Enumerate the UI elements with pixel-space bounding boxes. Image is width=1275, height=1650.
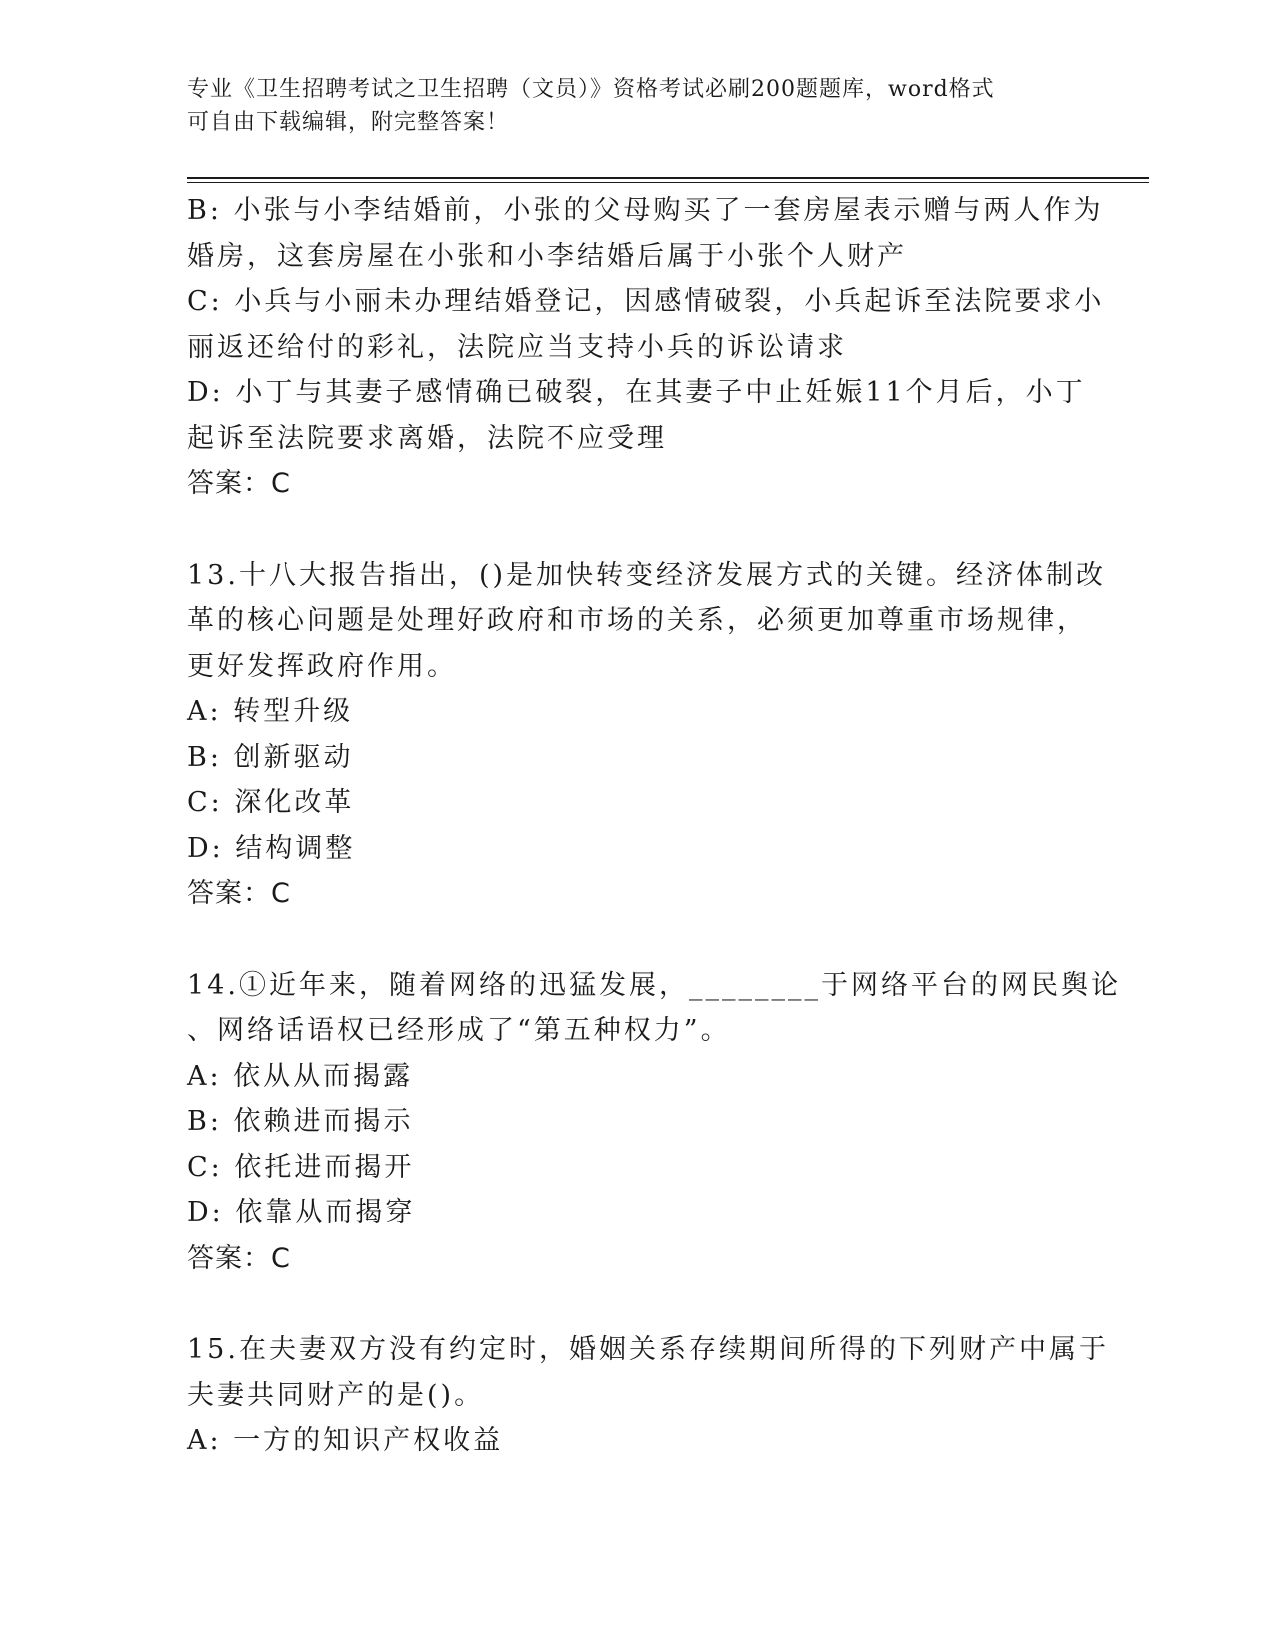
option-d: D: 结构调整 xyxy=(187,832,356,864)
answer-line: 答案：C xyxy=(187,878,291,909)
header-divider-thin xyxy=(187,182,1149,183)
document-header xyxy=(187,73,1067,139)
option-text-line: 婚房，这套房屋在小张和小李结婚后属于小张个人财产 xyxy=(187,240,907,272)
option-text-line: 丽返还给付的彩礼，法院应当支持小兵的诉讼请求 xyxy=(187,331,847,363)
question-14 xyxy=(187,963,1121,1282)
option-text-line: B: 小张与小李结婚前，小张的父母购买了一套房屋表示赠与两人作为 xyxy=(187,195,1104,226)
option-b xyxy=(187,188,1104,279)
option-d xyxy=(187,370,1086,461)
header-title-line-1: 专业《卫生招聘考试之卫生招聘（文员）》资格考试必刷200题题库，word格式 xyxy=(187,77,995,102)
question-text-line: 、网络话语权已经形成了“第五种权力”。 xyxy=(187,1015,731,1046)
answer-line: 答案：C xyxy=(187,1242,291,1274)
option-a: A: 依从从而揭露 xyxy=(187,1060,414,1092)
question-gap xyxy=(187,917,1067,963)
option-a: A: 一方的知识产权收益 xyxy=(187,1425,504,1456)
question-text-line: 14.①近年来，随着网络的迅猛发展，________于网络平台的网民舆论 xyxy=(187,969,1121,1001)
option-text-line: 起诉至法院要求离婚，法院不应受理 xyxy=(187,422,667,454)
question-15 xyxy=(187,1327,1109,1464)
option-c xyxy=(187,279,1105,370)
question-text-line: 15.在夫妻双方没有约定时，婚姻关系存续期间所得的下列财产中属于 xyxy=(187,1334,1109,1365)
question-gap xyxy=(187,1281,1067,1327)
question-text-line: 更好发挥政府作用。 xyxy=(187,650,457,682)
question-gap xyxy=(187,507,1067,553)
answer-line: 答案：C xyxy=(187,468,291,499)
option-a: A: 转型升级 xyxy=(187,696,354,727)
option-b: B: 依赖进而揭示 xyxy=(187,1106,414,1137)
question-text-line: 13.十八大报告指出，()是加快转变经济发展方式的关键。经济体制改 xyxy=(187,559,1107,591)
option-c: C: 依托进而揭开 xyxy=(187,1151,415,1183)
question-13 xyxy=(187,553,1107,917)
question-content xyxy=(187,188,1121,1464)
option-c: C: 深化改革 xyxy=(187,787,355,818)
option-text-line: C: 小兵与小丽未办理结婚登记，因感情破裂，小兵起诉至法院要求小 xyxy=(187,286,1105,317)
option-text-line: D: 小丁与其妻子感情确已破裂，在其妻子中止妊娠11个月后，小丁 xyxy=(187,377,1086,408)
question-text-line: 夫妻共同财产的是()。 xyxy=(187,1379,485,1411)
option-d: D: 依靠从而揭穿 xyxy=(187,1197,416,1228)
question-12-continuation xyxy=(187,188,1105,507)
option-b: B: 创新驱动 xyxy=(187,741,354,773)
question-text-line: 革的核心问题是处理好政府和市场的关系，必须更加尊重市场规律， xyxy=(187,605,1087,636)
header-divider-thick xyxy=(187,177,1149,179)
header-title-line-2: 可自由下载编辑，附完整答案！ xyxy=(187,110,510,135)
